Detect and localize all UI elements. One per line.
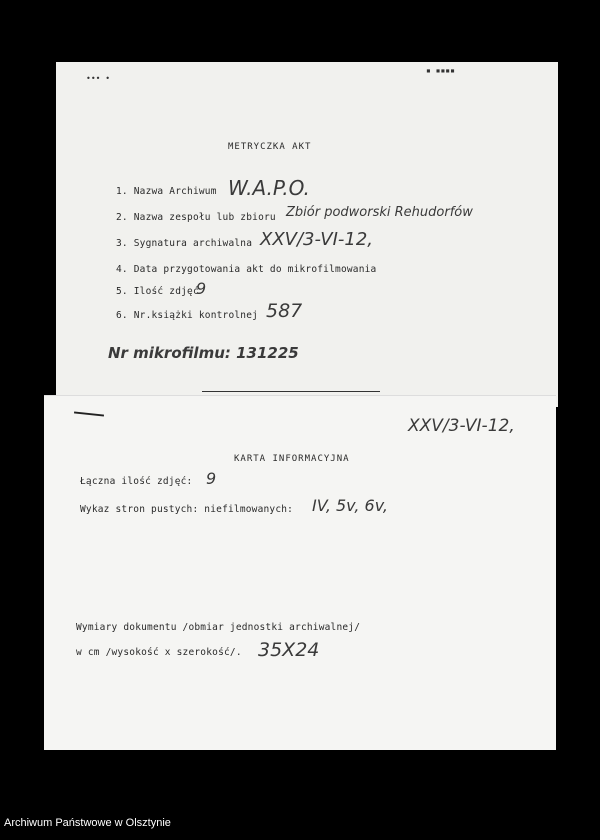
karta-title: KARTA INFORMACYJNA <box>234 454 350 464</box>
row-value: XXV/3-VI-12, <box>260 229 374 250</box>
total-photos-value: 9 <box>206 469 217 488</box>
archive-footer: Archiwum Państwowe w Olsztynie <box>4 817 171 829</box>
row-label: 2. Nazwa zespołu lub zbioru <box>116 212 276 223</box>
microfilm-number: Nr mikrofilmu: 131225 <box>108 344 299 362</box>
speck-mark: ▪ ▪▪▪▪ <box>426 66 455 75</box>
metryczka-card <box>56 62 558 407</box>
signature-line <box>202 391 380 392</box>
row-label: 1. Nazwa Archiwum <box>116 186 217 197</box>
karta-card <box>44 396 556 750</box>
row-value: 9 <box>196 279 207 298</box>
blank-pages-value: IV, 5v, 6v, <box>312 496 388 515</box>
row-label: 5. Ilość zdjęć <box>116 286 199 297</box>
dimensions-label-2: w cm /wysokość x szerokość/. <box>76 647 242 658</box>
speck-mark: ••• • <box>86 74 111 83</box>
row-label: 6. Nr.książki kontrolnej <box>116 310 259 321</box>
row-value: 587 <box>266 300 303 322</box>
row-label: 4. Data przygotowania akt do mikrofilmowania <box>116 264 377 275</box>
row-label: 3. Sygnatura archiwalna <box>116 238 253 249</box>
blank-pages-label: Wykaz stron pustych: niefilmowanych: <box>80 504 294 515</box>
row-value: W.A.P.O. <box>228 176 310 200</box>
row-value: Zbiór podworski Rehudorfów <box>286 205 473 220</box>
dimensions-label-1: Wymiary dokumentu /obmiar jednostki archiwalnej/ <box>76 622 361 633</box>
karta-signature: XXV/3-VI-12, <box>408 416 515 436</box>
total-photos-label: Łączna ilość zdjęć: <box>80 476 193 487</box>
metryczka-title: METRYCZKA AKT <box>228 142 312 152</box>
dash-mark <box>74 411 104 416</box>
dimensions-value: 35X24 <box>258 639 320 661</box>
